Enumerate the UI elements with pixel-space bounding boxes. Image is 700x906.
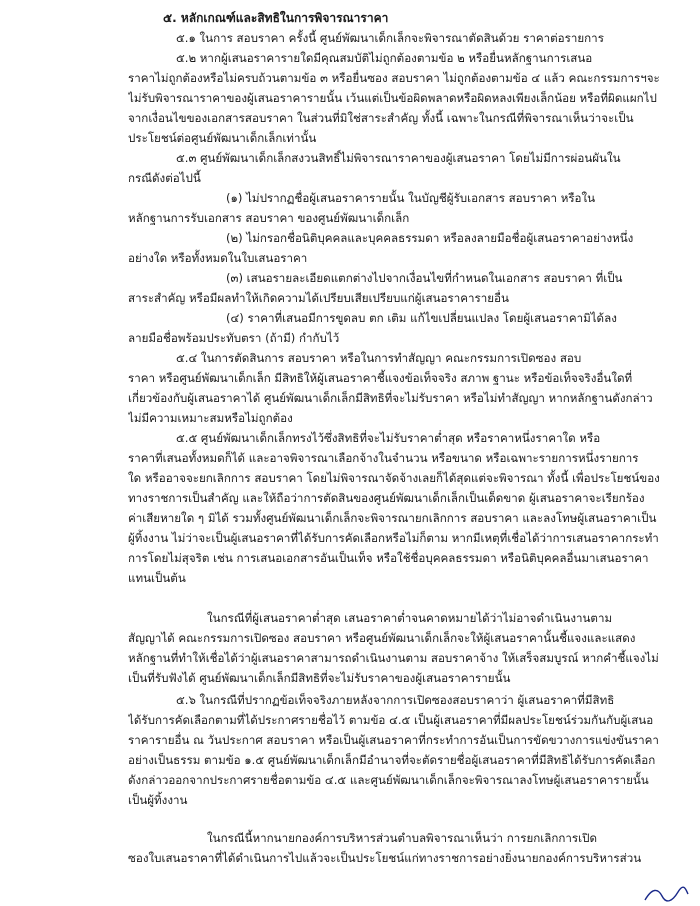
- paragraph-line: ประโยชน์ต่อศูนย์พัฒนาเด็กเล็กเท่านั้น: [128, 131, 317, 145]
- paragraph-line: (๒) ไม่กรอกชื่อนิติบุคคลและบุคคลธรรมดา หรือลงลายมือชื่อผู้เสนอราคาอย่างหนึ่ง: [226, 231, 634, 245]
- paragraph-line: ซองใบเสนอราคาที่ได้ดำเนินการไปแล้วจะเป็นประโยชน์แก่ทางราชการอย่างยิ่งนายกองค์การบริหารส่วน: [128, 851, 642, 865]
- paragraph-line: ราคาไม่ถูกต้องหรือไม่ครบถ้วนตามข้อ ๓ หรือยื่นซอง สอบราคา ไม่ถูกต้องตามข้อ ๔ แล้ว คณะกรรมการฯจะ: [128, 71, 660, 85]
- paragraph-line: ๕.๖ ในกรณีที่ปรากฏข้อเท็จจริงภายหลังจากการเปิดซองสอบราคาว่า ผู้เสนอราคาที่มีสิทธิ: [176, 693, 615, 707]
- section-heading: ๕. หลักเกณฑ์และสิทธิในการพิจารณาราคา: [163, 11, 389, 25]
- paragraph-line: หลักฐานการรับเอกสาร สอบราคา ของศูนย์พัฒนาเด็กเล็ก: [128, 211, 410, 225]
- paragraph-line: อย่างใด หรือทั้งหมดในใบเสนอราคา: [128, 251, 308, 265]
- paragraph-line: สาระสำคัญ หรือมีผลทำให้เกิดความได้เปรียบเสียเปรียบแก่ผู้เสนอราคารายอื่น: [128, 291, 509, 305]
- paragraph-line: ลายมือชื่อพร้อมประทับตรา (ถ้ามี) กำกับไว้: [128, 331, 340, 345]
- paragraph-line: ไม่รับพิจารณาราคาของผู้เสนอราคารายนั้น เว้นแต่เป็นข้อผิดพลาดหรือผิดหลงเพียงเล็กน้อย หรือที่ผิดแผกไป: [128, 91, 657, 105]
- paragraph-line: ในกรณีนี้หากนายกองค์การบริหารส่วนตำบลพิจารณาเห็นว่า การยกเลิกการเปิด: [207, 831, 597, 845]
- paragraph-line: เป็นผู้ทิ้งงาน: [128, 793, 188, 807]
- paragraph-line: ๕.๑ ในการ สอบราคา ครั้งนี้ ศูนย์พัฒนาเด็กเล็กจะพิจารณาตัดสินด้วย ราคาต่อรายการ: [176, 31, 604, 45]
- paragraph-line: ผู้ทิ้งงาน ไม่ว่าจะเป็นผู้เสนอราคาที่ได้รับการคัดเลือกหรือไม่ก็ตาม หากมีเหตุที่เชื่อได้ว่าการเสนอราคากระทำ: [128, 531, 659, 545]
- paragraph-line: ใด หรืออาจจะยกเลิกการ สอบราคา โดยไม่พิจารณาจัดจ้างเลยก็ได้สุดแต่จะพิจารณา ทั้งนี้ เพื่อประโยชน์ของ: [128, 471, 660, 485]
- paragraph-line: กรณีดังต่อไปนี้: [128, 171, 201, 185]
- paragraph-line: จากเงื่อนไขของเอกสารสอบราคา ในส่วนที่มิใช่สาระสำคัญ ทั้งนี้ เฉพาะในกรณีที่พิจารณาเห็นว่าจะเป็น: [128, 111, 634, 125]
- paragraph-line: ได้รับการคัดเลือกตามที่ได้ประกาศรายชื่อไว้ ตามข้อ ๔.๕ เป็นผู้เสนอราคาที่มีผลประโยชน์ร่วมกันกับผู้เสนอ: [128, 713, 654, 727]
- paragraph-line: ราคา หรือศูนย์พัฒนาเด็กเล็ก มีสิทธิให้ผู้เสนอราคาชี้แจงข้อเท็จจริง สภาพ ฐานะ หรือข้อเท็จจริงอื่นใดที่: [128, 371, 633, 385]
- paragraph-line: อย่างเป็นธรรม ตามข้อ ๑.๕ ศูนย์พัฒนาเด็กเล็กมีอำนาจที่จะตัดรายชื่อผู้เสนอราคาที่มีสิทธิได้รับการคัดเลือก: [128, 753, 656, 767]
- paragraph-line: (๓) เสนอรายละเอียดแตกต่างไปจากเงื่อนไขที่กำหนดในเอกสาร สอบราคา ที่เป็น: [226, 271, 623, 285]
- paragraph-line: ๕.๓ ศูนย์พัฒนาเด็กเล็กสงวนสิทธิ์ไม่พิจารณาราคาของผู้เสนอราคา โดยไม่มีการผ่อนผันใน: [176, 151, 621, 165]
- paragraph-line: ในกรณีที่ผู้เสนอราคาต่ำสุด เสนอราคาต่ำจนคาดหมายได้ว่าไม่อาจดำเนินงานตาม: [207, 611, 613, 625]
- paragraph-line: ๕.๒ หากผู้เสนอราคารายใดมีคุณสมบัติไม่ถูกต้องตามข้อ ๒ หรือยื่นหลักฐานการเสนอ: [176, 51, 593, 65]
- paragraph-line: ๕.๔ ในการตัดสินการ สอบราคา หรือในการทำสัญญา คณะกรรมการเปิดซอง สอบ: [176, 351, 582, 365]
- paragraph-line: ทางราชการเป็นสำคัญ และให้ถือว่าการตัดสินของศูนย์พัฒนาเด็กเล็กเป็นเด็ดขาด ผู้เสนอราคาจะเรียกร้อง: [128, 491, 645, 505]
- paragraph-line: ดังกล่าวออกจากประกาศรายชื่อตามข้อ ๔.๕ และศูนย์พัฒนาเด็กเล็กจะพิจารณาลงโทษผู้เสนอราคารายนั้น: [128, 773, 649, 787]
- paragraph-line: สัญญาได้ คณะกรรมการเปิดซอง สอบราคา หรือศูนย์พัฒนาเด็กเล็กจะให้ผู้เสนอราคานั้นชี้แจงและแสดง: [128, 631, 636, 645]
- paragraph-line: ราคาที่เสนอทั้งหมดก็ได้ และอาจพิจารณาเลือกจ้างในจำนวน หรือขนาด หรือเฉพาะรายการหนึ่งรายการ: [128, 451, 639, 465]
- signature-mark: [640, 884, 690, 904]
- paragraph-line: การโดยไม่สุจริต เช่น การเสนอเอกสารอันเป็นเท็จ หรือใช้ชื่อบุคคลธรรมดา หรือนิติบุคคลอื่นมาเสนอราคา: [128, 551, 649, 565]
- paragraph-line: หลักฐานที่ทำให้เชื่อได้ว่าผู้เสนอราคาสามารถดำเนินงานตาม สอบราคาจ้าง ให้เสร็จสมบูรณ์ หากคำชี้แจงไม่: [128, 651, 659, 665]
- paragraph-line: ๕.๕ ศูนย์พัฒนาเด็กเล็กทรงไว้ซึ่งสิทธิที่จะไม่รับราคาต่ำสุด หรือราคาหนึ่งราคาใด หรือ: [176, 431, 601, 445]
- paragraph-line: ค่าเสียหายใด ๆ มิได้ รวมทั้งศูนย์พัฒนาเด็กเล็กจะพิจารณายกเลิกการ สอบราคา และลงโทษผู้เสนอราคาเป็น: [128, 511, 657, 525]
- paragraph-line: (๔) ราคาที่เสนอมีการขูดลบ ตก เติม แก้ไขเปลี่ยนแปลง โดยผู้เสนอราคามิได้ลง: [226, 311, 617, 325]
- paragraph-line: เกี่ยวข้องกับผู้เสนอราคาได้ ศูนย์พัฒนาเด็กเล็กมีสิทธิที่จะไม่รับราคา หรือไม่ทำสัญญา หากหลักฐานดังกล่าว: [128, 391, 653, 405]
- paragraph-line: ราคารายอื่น ณ วันประกาศ สอบราคา หรือเป็นผู้เสนอราคาที่กระทำการอันเป็นการขัดขวางการแข่งขันราคา: [128, 733, 659, 747]
- paragraph-line: เป็นที่รับฟังได้ ศูนย์พัฒนาเด็กเล็กมีสิทธิที่จะไม่รับราคาของผู้เสนอราคารายนั้น: [128, 671, 511, 685]
- paragraph-line: แทนเป็นต้น: [128, 571, 186, 585]
- paragraph-line: (๑) ไม่ปรากฏชื่อผู้เสนอราคารายนั้น ในบัญชีผู้รับเอกสาร สอบราคา หรือใน: [226, 191, 596, 205]
- paragraph-line: ไม่มีความเหมาะสมหรือไม่ถูกต้อง: [128, 411, 293, 425]
